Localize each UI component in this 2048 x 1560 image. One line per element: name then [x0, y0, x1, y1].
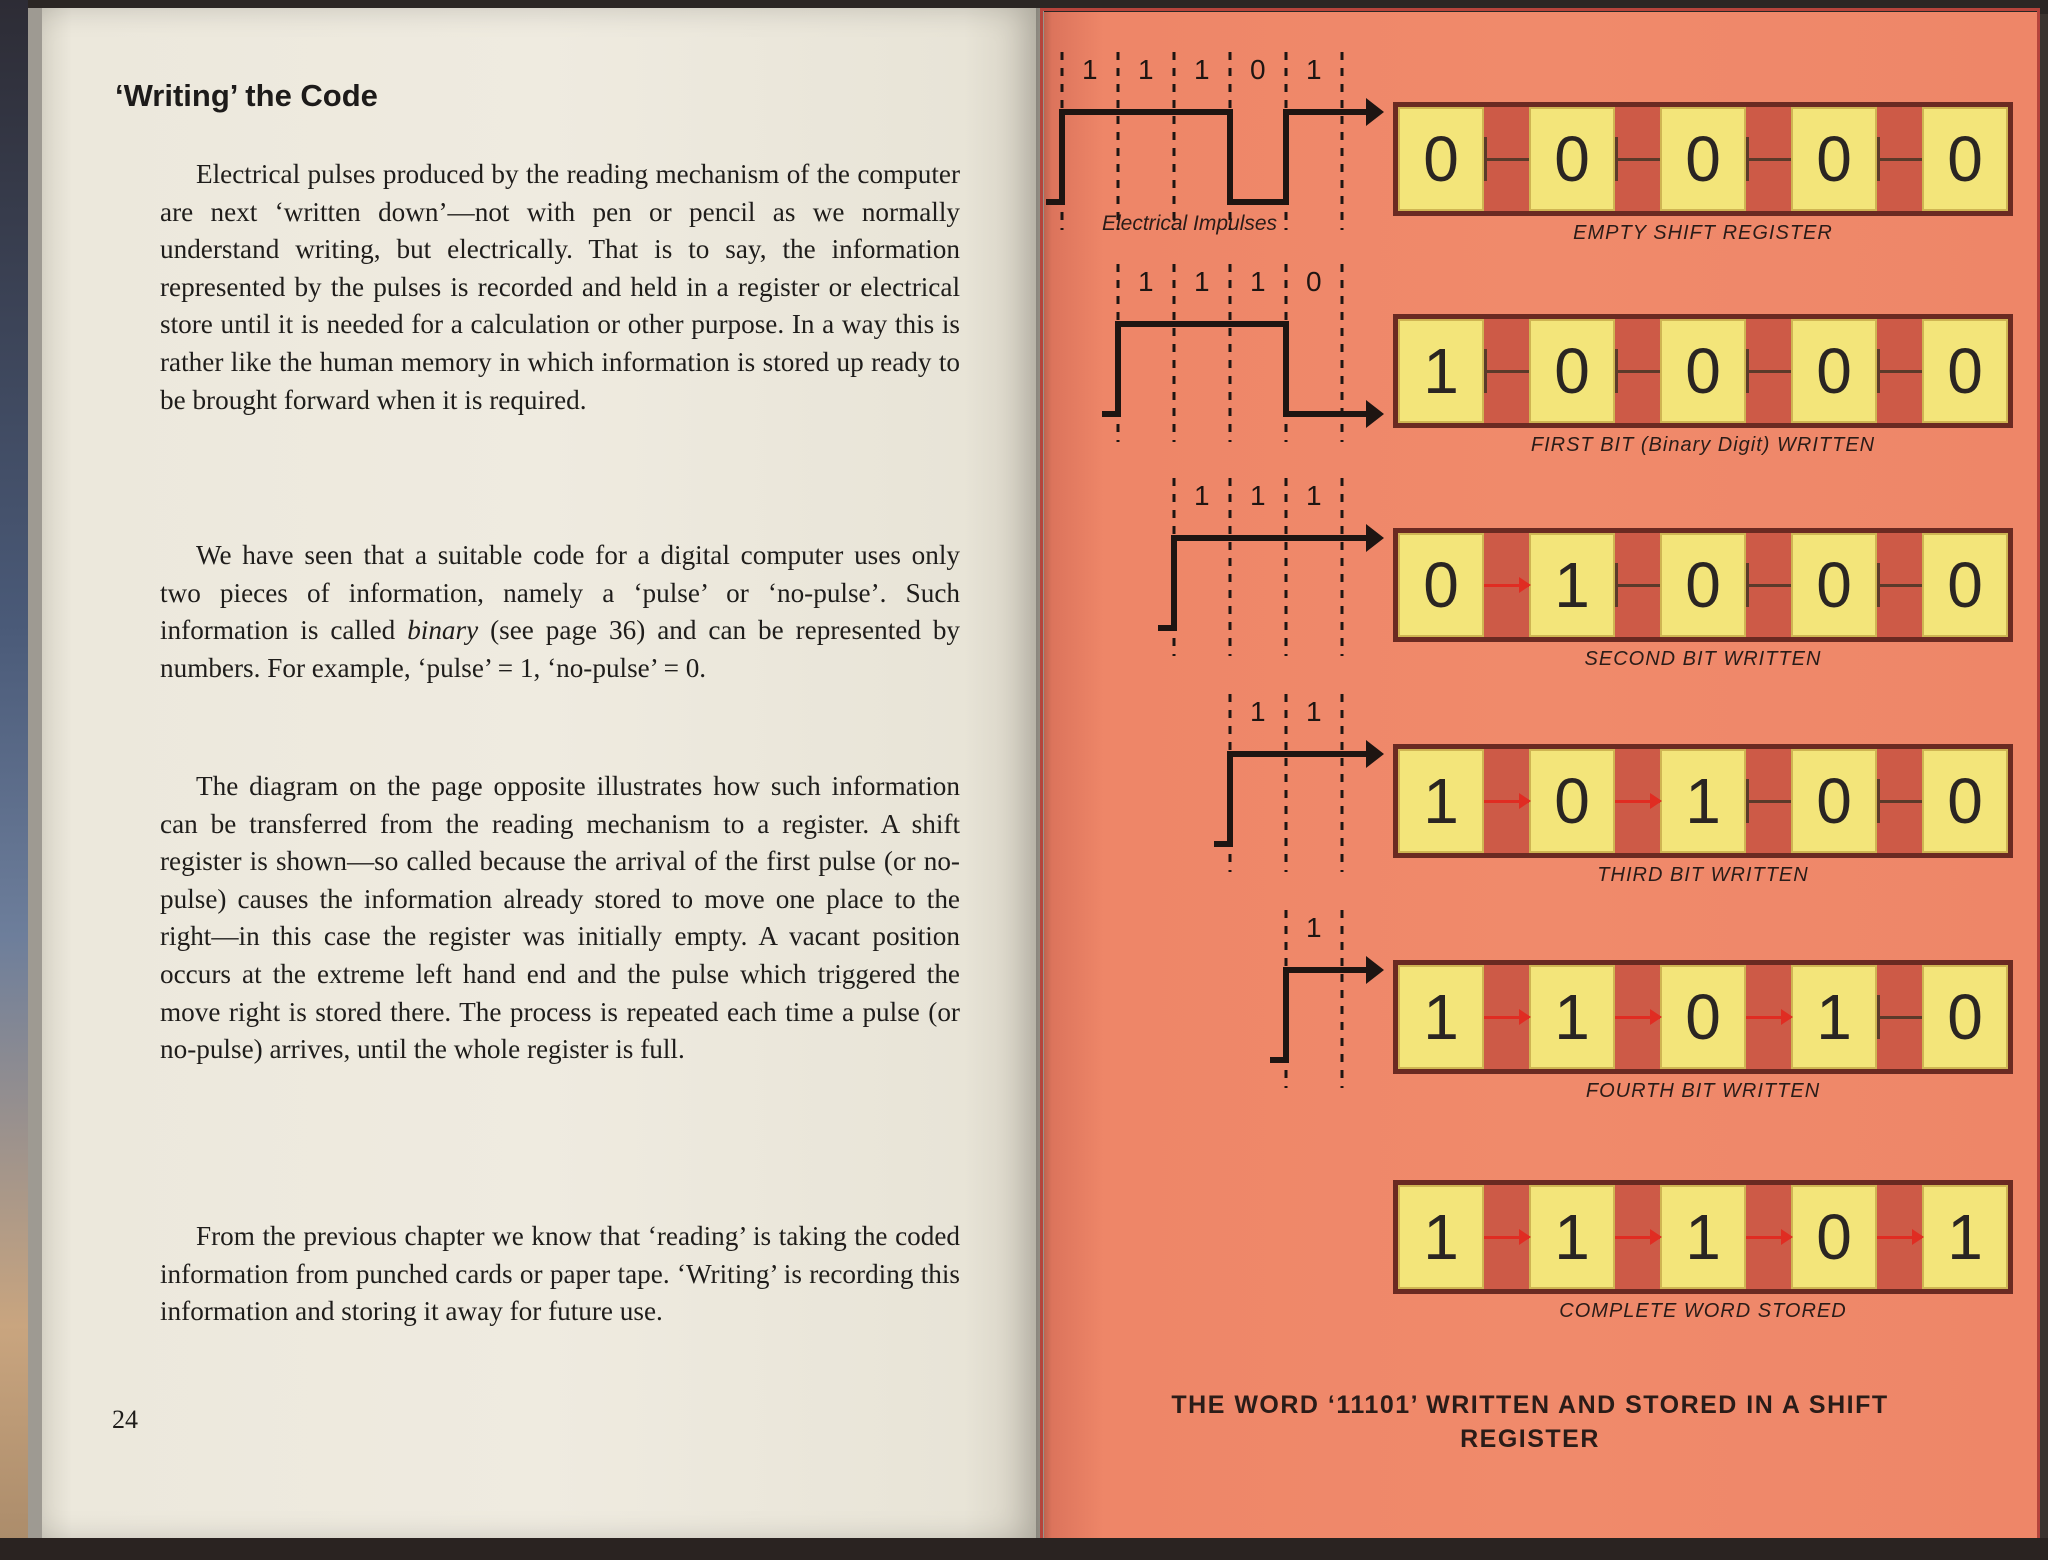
register-cell: 0 — [1529, 319, 1615, 423]
cell-connector — [1484, 319, 1529, 423]
shift-register-5 — [1393, 960, 2013, 1074]
cell-connector — [1746, 319, 1791, 423]
shift-arrow-icon — [1877, 1185, 1922, 1289]
book-bottom-edge — [0, 1538, 2048, 1560]
shift-arrow-icon — [1746, 1185, 1791, 1289]
shift-register-3 — [1393, 528, 2013, 642]
cell-connector — [1877, 965, 1922, 1069]
cell-connector — [1877, 749, 1922, 853]
shift-arrow-icon — [1615, 749, 1660, 853]
register-cell: 1 — [1398, 1185, 1484, 1289]
pulse-bit-label: 1 — [1194, 54, 1210, 85]
shift-register-1 — [1393, 102, 2013, 216]
register-caption: EMPTY SHIFT REGISTER — [1573, 222, 1833, 244]
pulse-arrow-icon — [1366, 956, 1384, 984]
cell-connector — [1615, 107, 1660, 211]
register-caption: THIRD BIT WRITTEN — [1597, 864, 1809, 886]
register-caption: SECOND BIT WRITTEN — [1584, 648, 1822, 670]
cell-connector — [1746, 533, 1791, 637]
register-cell: 0 — [1529, 749, 1615, 853]
pulse-bit-label: 1 — [1306, 480, 1322, 511]
pulse-bit-label: 1 — [1306, 912, 1322, 943]
register-cell: 1 — [1922, 1185, 2008, 1289]
pulse-arrow-icon — [1366, 740, 1384, 768]
shift-arrow-icon — [1484, 965, 1529, 1069]
pulse-bit-label: 1 — [1306, 696, 1322, 727]
register-cell: 0 — [1791, 107, 1877, 211]
register-cell: 0 — [1791, 1185, 1877, 1289]
cell-connector — [1615, 319, 1660, 423]
register-cell: 0 — [1660, 533, 1746, 637]
register-cell: 0 — [1660, 107, 1746, 211]
pulse-arrow-icon — [1366, 98, 1384, 126]
register-cell: 1 — [1529, 1185, 1615, 1289]
pulse-bit-label: 1 — [1138, 266, 1154, 297]
register-cell: 0 — [1922, 319, 2008, 423]
register-cell: 0 — [1791, 319, 1877, 423]
register-cell: 0 — [1660, 319, 1746, 423]
paragraph-4: From the previous chapter we know that ‘reading’ is taking the coded information from punched cards or paper tape. ‘Writing’ is recording this information and storing it away for future use. — [160, 1221, 960, 1327]
register-cell: 0 — [1398, 107, 1484, 211]
page-number: 24 — [112, 1405, 138, 1434]
register-cell: 0 — [1529, 107, 1615, 211]
pulse-bit-label: 1 — [1250, 696, 1266, 727]
paragraph-1: Electrical pulses produced by the reading mechanism of the computer are next ‘written down’—not with pen or pencil as we normally understand writing, but electrically. That is to say, the information represented by the pulses is recorded and held in a register or electrical store until it is needed for a calculation or other purpose. In a way this is rather like the human memory in which information is stored up ready to be brought forward when it is required. — [160, 159, 960, 415]
shift-arrow-icon — [1484, 533, 1529, 637]
cell-connector — [1877, 319, 1922, 423]
binary-term: binary — [407, 615, 479, 646]
pulse-bit-label: 1 — [1138, 54, 1154, 85]
pulse-bit-label: 1 — [1194, 480, 1210, 511]
pulse-waveform — [1102, 324, 1366, 414]
register-cell: 0 — [1660, 965, 1746, 1069]
electrical-impulses-label: Electrical Impulses — [1102, 212, 1278, 235]
paragraph-3: The diagram on the page opposite illustrates how such information can be transferred from the reading mechanism to a register. A shift register is shown—so called because the arrival of the first pulse (or no-pulse) causes the information already stored to move one place to the right—in this case the register was initially empty. A vacant position occurs at the extreme left hand end and the pulse which triggered the move right is stored there. The process is repeated each time a pulse (or no-pulse) arrives, until the whole register is full. — [160, 771, 960, 1065]
shift-arrow-icon — [1746, 965, 1791, 1069]
cell-connector — [1746, 107, 1791, 211]
register-cell: 0 — [1922, 533, 2008, 637]
register-caption: FOURTH BIT WRITTEN — [1585, 1080, 1821, 1102]
register-caption: FIRST BIT (Binary Digit) WRITTEN — [1530, 434, 1876, 456]
register-cell: 1 — [1529, 965, 1615, 1069]
pulse-arrow-icon — [1366, 524, 1384, 552]
register-cell: 1 — [1398, 965, 1484, 1069]
register-cell: 0 — [1922, 749, 2008, 853]
pulse-arrow-icon — [1366, 400, 1384, 428]
register-cell: 1 — [1529, 533, 1615, 637]
diagram-caption: THE WORD ‘11101’ WRITTEN AND STORED IN A SHIFT REGISTER — [1171, 1391, 1889, 1453]
paragraph-2-text: We have seen that a suitable code for a digital computer uses only two pieces of information, namely a ‘pulse’ or ‘no-pulse’. Such information is called — [160, 540, 960, 646]
cell-connector — [1615, 533, 1660, 637]
shift-arrow-icon — [1484, 749, 1529, 853]
register-cell: 0 — [1398, 533, 1484, 637]
pulse-bit-label: 0 — [1306, 266, 1322, 297]
pulse-bit-label: 0 — [1250, 54, 1266, 85]
register-cell: 1 — [1398, 749, 1484, 853]
shift-arrow-icon — [1615, 1185, 1660, 1289]
pulse-waveform — [1214, 754, 1366, 844]
register-cell: 0 — [1922, 107, 2008, 211]
cell-connector — [1484, 107, 1529, 211]
register-cell: 0 — [1791, 533, 1877, 637]
pulse-bit-label: 1 — [1250, 266, 1266, 297]
pulse-bit-label: 1 — [1194, 266, 1210, 297]
shift-arrow-icon — [1484, 1185, 1529, 1289]
pulse-waveform — [1046, 112, 1366, 202]
register-caption: COMPLETE WORD STORED — [1559, 1300, 1847, 1322]
paragraph-2-cont: (see page 36) and can be represented by numbers. For example, ‘pulse’ = 1, ‘no-pulse’ = 0. — [160, 615, 961, 683]
pulse-bit-label: 1 — [1082, 54, 1098, 85]
shift-register-2 — [1393, 314, 2013, 428]
shift-arrow-icon — [1615, 965, 1660, 1069]
cell-connector — [1877, 107, 1922, 211]
register-cell: 0 — [1922, 965, 2008, 1069]
register-cell: 1 — [1398, 319, 1484, 423]
pulse-waveform — [1270, 970, 1366, 1060]
shift-register-6 — [1393, 1180, 2013, 1294]
page-heading: ‘Writing’ the Code — [115, 78, 378, 113]
shift-register-4 — [1393, 744, 2013, 858]
register-cell: 1 — [1660, 749, 1746, 853]
pulse-bit-label: 1 — [1306, 54, 1322, 85]
register-cell: 0 — [1791, 749, 1877, 853]
register-cell: 1 — [1660, 1185, 1746, 1289]
register-cell: 1 — [1791, 965, 1877, 1069]
cell-connector — [1746, 749, 1791, 853]
pulse-waveform — [1158, 538, 1366, 628]
cell-connector — [1877, 533, 1922, 637]
pulse-bit-label: 1 — [1250, 480, 1266, 511]
